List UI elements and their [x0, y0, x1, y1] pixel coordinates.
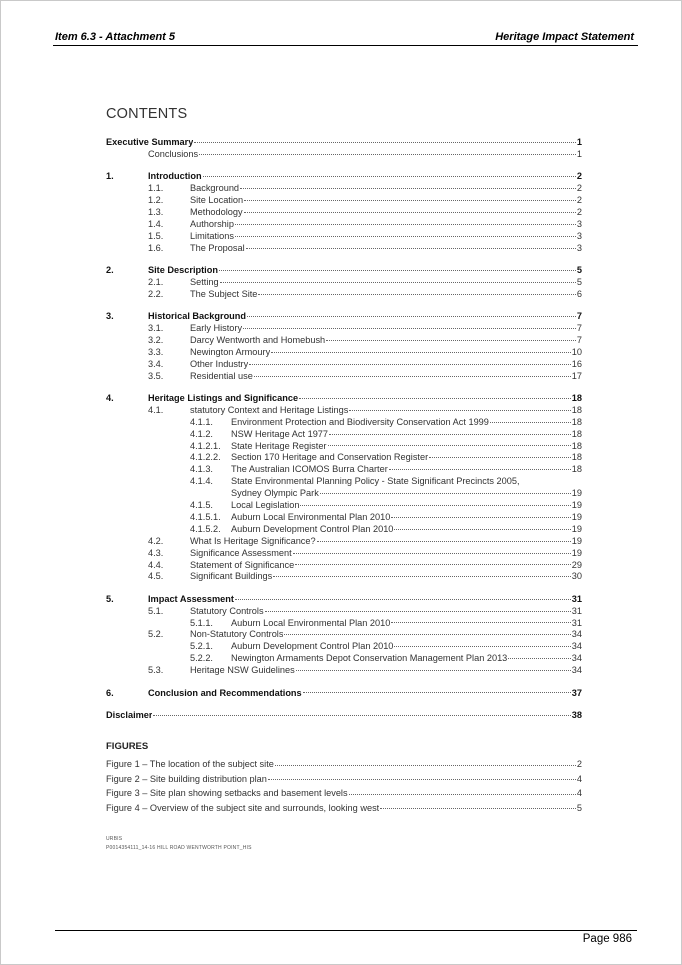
- toc-entry[interactable]: [106, 359, 582, 371]
- toc-gap: [106, 383, 582, 394]
- figure-entry-title: Figure 3 – Site plan showing setbacks and basement levels: [106, 788, 348, 798]
- toc-entry[interactable]: [106, 665, 582, 677]
- toc-entry[interactable]: [106, 452, 582, 464]
- toc-dot-leader: [300, 504, 570, 506]
- toc-entry[interactable]: [106, 195, 582, 207]
- toc-entry[interactable]: [106, 548, 582, 560]
- toc-entry-page: 3: [576, 230, 582, 241]
- toc-dot-leader: [258, 293, 575, 295]
- toc-dot-leader: [284, 633, 570, 635]
- toc-entry-page: 3: [576, 218, 582, 229]
- toc-entry-number: 5.1.: [148, 605, 164, 616]
- toc-entry-page: 7: [576, 323, 582, 334]
- toc-entry-title: Introduction: [148, 171, 202, 182]
- toc-dot-leader: [293, 552, 571, 554]
- header-document-title: Heritage Impact Statement: [495, 31, 634, 43]
- toc-entry-page: 34: [571, 665, 582, 676]
- toc-entry-title: Residential use: [190, 370, 253, 381]
- toc-entry-number: 4.1.2.: [190, 428, 213, 439]
- figure-entry-title: Figure 4 – Overview of the subject site and surrounds, looking west: [106, 802, 380, 813]
- toc-entry-number: 3.4.: [148, 358, 164, 369]
- toc-dot-leader: [295, 563, 571, 565]
- figure-entry[interactable]: [106, 772, 582, 787]
- toc-dot-leader: [244, 211, 576, 213]
- toc-entry-number: 5.: [106, 593, 114, 604]
- toc-entry-page: 30: [571, 571, 582, 582]
- toc-entry-number: 3.5.: [148, 370, 164, 381]
- toc-entry[interactable]: [106, 149, 582, 161]
- toc-entry-title: Statement of Significance: [190, 559, 295, 570]
- toc-entry-page: 19: [571, 547, 582, 558]
- toc-entry[interactable]: [106, 137, 582, 149]
- toc-entry-page: 18: [571, 452, 582, 463]
- figure-entry-title: Figure 1 – The location of the subject site: [106, 759, 274, 769]
- toc-entry[interactable]: [106, 536, 582, 548]
- toc-entry-title: Impact Assessment: [148, 593, 234, 604]
- toc-dot-leader: [429, 456, 571, 458]
- toc-entry-number: 6.: [106, 687, 114, 698]
- toc-entry-page: 6: [576, 288, 582, 299]
- toc-entry[interactable]: [106, 429, 582, 441]
- toc-entry-title: State Heritage Register: [231, 440, 327, 451]
- toc-dot-leader: [273, 575, 571, 577]
- toc-entry-page: 18: [571, 464, 582, 475]
- toc-entry-number: 4.3.: [148, 547, 164, 558]
- toc-entry-title: Heritage Listings and Significance: [148, 393, 299, 404]
- toc-entry[interactable]: [106, 618, 582, 630]
- toc-dot-leader: [326, 339, 576, 341]
- toc-entry-title: Site Description: [148, 265, 218, 276]
- toc-dot-leader: [329, 433, 571, 435]
- toc-entry[interactable]: [106, 347, 582, 359]
- figure-entry-page: 2: [576, 759, 582, 769]
- toc-dot-leader: [244, 199, 576, 201]
- toc-dot-leader: [508, 657, 570, 659]
- figure-dot-leader: [380, 807, 576, 809]
- toc-dot-leader: [235, 223, 576, 225]
- toc-entry-page: 37: [571, 687, 582, 698]
- toc-entry-number: 4.1.1.: [190, 416, 213, 427]
- footer-rule: [55, 930, 637, 931]
- toc-entry-title: Section 170 Heritage and Conservation Register: [231, 452, 429, 463]
- toc-entry-title: Local Legislation: [231, 500, 300, 511]
- toc-entry-title: Authorship: [190, 218, 234, 229]
- toc-dot-leader: [243, 327, 576, 329]
- toc-entry-page: 5: [576, 276, 582, 287]
- toc-entry-page: 19: [571, 488, 582, 499]
- figure-dot-leader: [349, 793, 576, 795]
- toc-entry[interactable]: [106, 265, 582, 277]
- toc-entry[interactable]: [106, 512, 582, 524]
- toc-entry-page: 18: [571, 393, 582, 404]
- toc-dot-leader: [194, 141, 576, 143]
- toc-entry[interactable]: [106, 594, 582, 606]
- figure-entry-page: 5: [576, 802, 582, 813]
- toc-entry[interactable]: [106, 417, 582, 429]
- toc-entry-number: 4.1.2.1.: [190, 440, 221, 451]
- toc-entry-number: 4.4.: [148, 559, 164, 570]
- toc-dot-leader: [203, 175, 576, 177]
- toc-entry-number: 5.1.1.: [190, 617, 213, 628]
- toc-entry-page: 34: [571, 653, 582, 664]
- toc-entry-page: 10: [571, 346, 582, 357]
- toc-entry[interactable]: [106, 653, 582, 665]
- toc-entry-number: 3.2.: [148, 334, 164, 345]
- toc-dot-leader: [394, 645, 570, 647]
- toc-entry-page: 18: [571, 416, 582, 427]
- toc-dot-leader: [349, 409, 570, 411]
- toc-entry-number: 2.2.: [148, 288, 164, 299]
- toc-entry[interactable]: [106, 335, 582, 347]
- toc-dot-leader: [391, 516, 570, 518]
- toc-entry[interactable]: [106, 641, 582, 653]
- toc-entry-page: 18: [571, 428, 582, 439]
- figure-entry[interactable]: [106, 801, 582, 816]
- figures-title: FIGURES: [106, 741, 149, 752]
- footer-company: URBIS: [106, 836, 123, 842]
- toc-entry-title: What Is Heritage Significance?: [190, 535, 316, 546]
- toc-entry-page: 34: [571, 641, 582, 652]
- toc-entry-number: 4.1.5.2.: [190, 523, 221, 534]
- toc-dot-leader: [235, 235, 576, 237]
- toc-entry[interactable]: [106, 393, 582, 405]
- toc-gap: [106, 699, 582, 710]
- toc-entry-title: Historical Background: [148, 311, 247, 322]
- toc-entry[interactable]: [106, 524, 582, 536]
- toc-entry-page: 38: [571, 709, 582, 720]
- toc-entry[interactable]: [106, 219, 582, 231]
- toc-entry-page: 7: [576, 311, 582, 322]
- toc-entry-title: Significance Assessment: [190, 547, 292, 558]
- toc-entry[interactable]: [106, 311, 582, 323]
- toc-entry-number: 4.1.4.: [190, 476, 213, 487]
- toc-dot-leader: [199, 153, 576, 155]
- toc-entry[interactable]: [106, 277, 582, 289]
- toc-entry-page: 17: [571, 370, 582, 381]
- figure-dot-leader: [275, 764, 576, 766]
- toc-dot-leader: [254, 375, 571, 377]
- toc-entry[interactable]: [106, 371, 582, 383]
- toc-entry-number: 2.1.: [148, 276, 164, 287]
- toc-entry-page: 1: [576, 137, 582, 147]
- toc-entry-title: Limitations: [190, 230, 234, 241]
- toc-entry-number: 5.2.1.: [190, 641, 213, 652]
- toc-entry-title: Newington Armaments Depot Conservation Management Plan 2013: [231, 653, 508, 664]
- toc-entry-page: 2: [576, 171, 582, 182]
- toc-entry-title: Setting: [190, 276, 219, 287]
- figure-entry[interactable]: [106, 786, 582, 801]
- toc-dot-leader: [328, 444, 571, 446]
- figure-entry-page: 4: [576, 788, 582, 798]
- toc-entry[interactable]: [106, 231, 582, 243]
- toc-entry-number: 3.3.: [148, 346, 164, 357]
- toc-dot-leader: [303, 691, 571, 693]
- toc-entry-number: 4.1.5.1.: [190, 511, 221, 522]
- toc-dot-leader: [317, 540, 571, 542]
- toc-entry-page: 31: [571, 617, 582, 628]
- toc-entry-number: 5.3.: [148, 665, 164, 676]
- toc-entry[interactable]: [106, 629, 582, 641]
- toc-entry-title: The Australian ICOMOS Burra Charter: [231, 464, 388, 475]
- toc-entry-page: 2: [576, 206, 582, 217]
- toc-entry-number: 4.1.: [148, 404, 164, 415]
- toc-gap: [106, 161, 582, 172]
- toc-entry-title: Significant Buildings: [190, 571, 273, 582]
- toc-entry-page: 29: [571, 559, 582, 570]
- toc-dot-leader: [394, 528, 570, 530]
- toc-entry-title: Auburn Development Control Plan 2010: [231, 523, 394, 534]
- toc-entry-page: 5: [576, 265, 582, 276]
- toc-entry-page: 19: [571, 535, 582, 546]
- toc-entry-title: Methodology: [190, 206, 243, 217]
- toc-dot-leader: [296, 669, 571, 671]
- toc-entry-page: 2: [576, 195, 582, 206]
- toc-entry-title: Disclaimer: [106, 709, 153, 720]
- toc-entry[interactable]: [106, 500, 582, 512]
- toc-dot-leader: [265, 610, 571, 612]
- toc-entry-title: Executive Summary: [106, 137, 194, 147]
- toc-entry-page: 19: [571, 523, 582, 534]
- figures-list: [106, 757, 582, 815]
- toc-entry[interactable]: [106, 243, 582, 255]
- toc-entry-page: 18: [571, 404, 582, 415]
- toc-gap: [106, 677, 582, 688]
- toc-entry-title: Other Industry: [190, 358, 249, 369]
- toc-entry-page: 31: [571, 605, 582, 616]
- toc-dot-leader: [391, 621, 570, 623]
- toc-entry[interactable]: [106, 710, 582, 722]
- toc-dot-leader: [247, 315, 576, 317]
- toc-entry-title: statutory Context and Heritage Listings: [190, 404, 349, 415]
- toc-entry-number: 1.1.: [148, 183, 164, 194]
- toc-entry[interactable]: [106, 571, 582, 583]
- toc-entry[interactable]: [106, 488, 582, 500]
- figure-dot-leader: [268, 778, 576, 780]
- toc-dot-leader: [219, 269, 576, 271]
- toc-entry-number: 1.4.: [148, 218, 164, 229]
- toc-dot-leader: [246, 247, 576, 249]
- toc-entry-page: 31: [571, 593, 582, 604]
- figure-entry-page: 4: [576, 773, 582, 784]
- toc-dot-leader: [490, 421, 571, 423]
- toc-entry-number: 5.2.2.: [190, 653, 213, 664]
- toc-entry-page: 1: [576, 148, 582, 159]
- toc-entry-page: 7: [576, 334, 582, 345]
- toc-entry-number: 4.1.5.: [190, 500, 213, 511]
- toc-entry-page: 34: [571, 629, 582, 640]
- toc-entry-number: 1.3.: [148, 206, 164, 217]
- toc-entry[interactable]: [106, 289, 582, 301]
- toc-entry-title: State Environmental Planning Policy - State Significant Precincts 2005,: [231, 476, 520, 487]
- toc-dot-leader: [299, 397, 571, 399]
- toc-entry-number: 3.: [106, 311, 114, 322]
- toc-entry-number: 5.2.: [148, 629, 164, 640]
- toc-gap: [106, 255, 582, 266]
- toc-entry[interactable]: [106, 441, 582, 453]
- toc-entry[interactable]: [106, 560, 582, 572]
- toc-dot-leader: [220, 281, 576, 283]
- toc-entry-title: Heritage NSW Guidelines: [190, 665, 295, 676]
- toc-entry-title: Early History: [190, 323, 243, 334]
- toc-entry[interactable]: [106, 207, 582, 219]
- toc-entry-number: 4.1.2.2.: [190, 452, 221, 463]
- toc-entry-page: 3: [576, 242, 582, 253]
- figure-entry-title: Figure 2 – Site building distribution plan: [106, 773, 267, 784]
- toc-entry[interactable]: [106, 606, 582, 618]
- footer-reference: P0014354111_14-16 HILL ROAD WENTWORTH POINT_HIS: [106, 845, 252, 851]
- toc-dot-leader: [320, 492, 571, 494]
- toc-gap: [106, 301, 582, 312]
- toc-entry-title: Auburn Local Environmental Plan 2010: [231, 511, 391, 522]
- toc-entry-title: Auburn Development Control Plan 2010: [231, 641, 394, 652]
- toc-dot-leader: [249, 363, 571, 365]
- toc-entry-number: 1.: [106, 171, 114, 182]
- toc-entry-title: Darcy Wentworth and Homebush: [190, 334, 326, 345]
- toc-gap: [106, 583, 582, 594]
- header-item-label: Item 6.3 - Attachment 5: [55, 31, 176, 43]
- toc-entry-title: Auburn Local Environmental Plan 2010: [231, 617, 391, 628]
- toc-entry-page: 2: [576, 183, 582, 194]
- toc-entry-number: 3.1.: [148, 323, 164, 334]
- toc-entry-title: Environment Protection and Biodiversity Conservation Act 1999: [231, 416, 489, 427]
- toc-entry-page: 19: [571, 500, 582, 511]
- toc-entry[interactable]: [106, 476, 582, 488]
- toc-entry-title: The Subject Site: [190, 288, 258, 299]
- toc-entry-page: 18: [571, 440, 582, 451]
- toc-entry[interactable]: [106, 464, 582, 476]
- toc-entry-number: 2.: [106, 265, 114, 276]
- table-of-contents: [106, 137, 582, 722]
- toc-entry-number: 4.2.: [148, 535, 164, 546]
- toc-entry-title: NSW Heritage Act 1977: [231, 428, 329, 439]
- toc-entry-title: Non-Statutory Controls: [190, 629, 284, 640]
- toc-entry-page: 16: [571, 358, 582, 369]
- contents-title: CONTENTS: [106, 106, 188, 122]
- toc-entry-number: 4.5.: [148, 571, 164, 582]
- header-rule: [53, 45, 638, 46]
- toc-entry-title: Conclusions: [148, 148, 199, 159]
- toc-entry[interactable]: [106, 171, 582, 183]
- toc-entry-page: 19: [571, 511, 582, 522]
- toc-entry-title: Conclusion and Recommendations: [148, 687, 302, 698]
- toc-dot-leader: [389, 468, 571, 470]
- toc-entry[interactable]: [106, 183, 582, 195]
- toc-dot-leader: [153, 714, 570, 716]
- toc-dot-leader: [240, 187, 576, 189]
- toc-entry-title: Background: [190, 183, 240, 194]
- page-number: Page 986: [582, 933, 632, 945]
- toc-entry-number: 1.5.: [148, 230, 164, 241]
- toc-entry-number: 1.2.: [148, 195, 164, 206]
- toc-entry-number: 4.: [106, 393, 114, 404]
- figure-entry[interactable]: [106, 757, 582, 772]
- toc-entry[interactable]: [106, 688, 582, 700]
- toc-entry-title: Statutory Controls: [190, 605, 264, 616]
- toc-entry-title: Site Location: [190, 195, 244, 206]
- toc-entry-title: Sydney Olympic Park: [231, 488, 319, 499]
- toc-dot-leader: [235, 598, 571, 600]
- toc-entry-number: 1.6.: [148, 242, 164, 253]
- toc-entry-title: The Proposal: [190, 242, 245, 253]
- toc-entry-title: Newington Armoury: [190, 346, 271, 357]
- toc-entry-number: 4.1.3.: [190, 464, 213, 475]
- toc-entry[interactable]: [106, 405, 582, 417]
- toc-entry[interactable]: [106, 323, 582, 335]
- toc-dot-leader: [271, 351, 571, 353]
